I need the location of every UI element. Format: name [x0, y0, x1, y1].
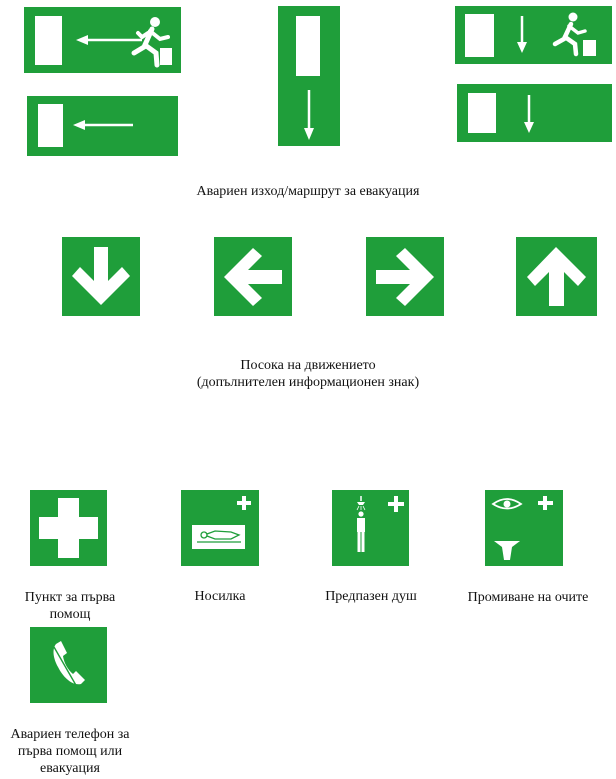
first-aid-point-sign: [30, 490, 107, 566]
direction-sign-up: [516, 237, 597, 316]
safety-shower-label: Предпазен душ: [325, 589, 417, 604]
first-aid-point-label-line2: помощ: [49, 607, 91, 622]
direction-sign-down: [62, 237, 140, 316]
direction-sign-left: [214, 237, 292, 316]
exit-vertical-down-arrow-icon: [278, 6, 340, 146]
first-aid-point-label: [0, 589, 140, 623]
direction-caption-line1: Посока на движението: [240, 358, 376, 373]
exit-down-running-man-icon: [455, 6, 612, 64]
first-aid-point-label-line1: Пункт за първа: [24, 590, 116, 605]
emergency-phone-sign: [30, 627, 107, 703]
stretcher-label: Носилка: [194, 589, 246, 604]
exit-left-running-man-icon: [24, 7, 181, 73]
stretcher-icon: [181, 490, 259, 566]
safety-shower-sign: [332, 490, 409, 566]
evacuation-caption: Авариен изход/маршрут за евакуация: [196, 184, 420, 199]
exit-sign-vertical-down: [278, 6, 340, 146]
eye-wash-icon: [485, 490, 563, 566]
first-aid-cross-icon: [30, 490, 107, 566]
emergency-phone-label-line2: първа помощ или: [17, 744, 123, 759]
safety-shower-icon: [332, 490, 409, 566]
exit-down-arrow-icon: [457, 84, 612, 142]
arrow-left-icon: [214, 237, 292, 316]
eye-wash-sign: [485, 490, 563, 566]
exit-sign-down-arrow: [457, 84, 612, 142]
arrow-down-icon: [62, 237, 140, 316]
emergency-phone-icon: [30, 627, 107, 703]
direction-caption: [150, 357, 466, 391]
exit-sign-left-arrow: [27, 96, 178, 156]
stretcher-sign: [181, 490, 259, 566]
direction-caption-line2: (допълнителен информационен знак): [196, 375, 420, 390]
exit-left-arrow-icon: [27, 96, 178, 156]
arrow-up-icon: [516, 237, 597, 316]
arrow-right-icon: [366, 237, 444, 316]
exit-sign-down-running-man: [455, 6, 612, 64]
eye-wash-label: Промиване на очите: [467, 590, 589, 605]
emergency-phone-label: [0, 726, 140, 777]
emergency-phone-label-line3: евакуация: [40, 761, 100, 776]
exit-sign-left-running-man: [24, 7, 181, 73]
direction-sign-right: [366, 237, 444, 316]
emergency-phone-label-line1: Авариен телефон за: [10, 727, 130, 742]
